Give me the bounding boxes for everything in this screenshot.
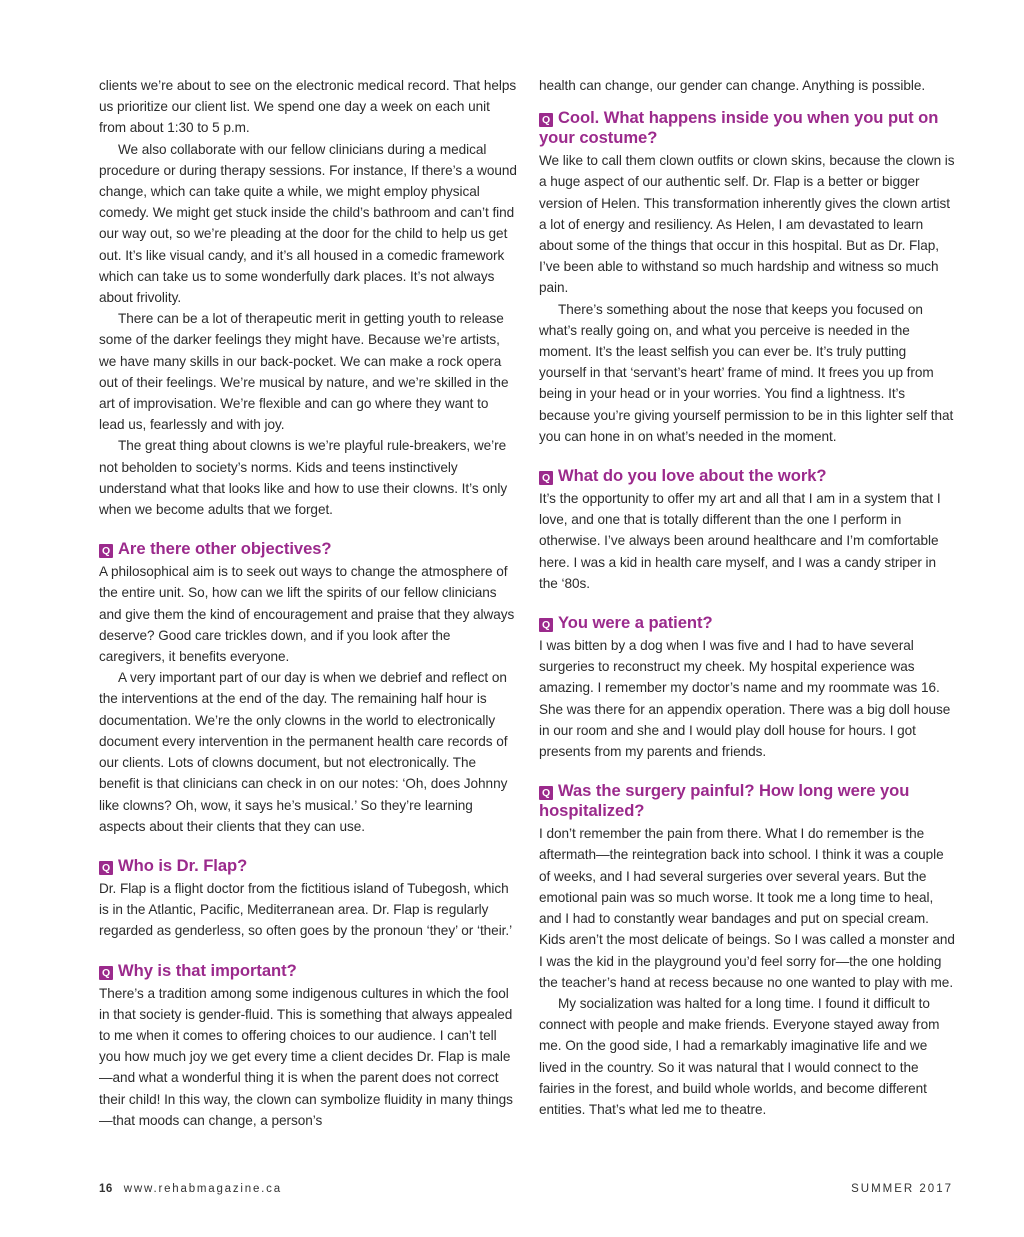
page-footer bbox=[99, 1183, 953, 1195]
answer-paragraph: There’s something about the nose that keeps you focused on what’s really going on, and what you perceive is needed in the moment. It’s the least selfish you can ever be. It’s truly putting yourself in that ‘servant’s heart’ frame of mind. It frees you up from being in your head or in your worries. You find a lightness. It’s because you’re giving yourself permission to be in this lighter self that you can hone in on what’s needed in the moment. bbox=[539, 301, 954, 444]
left-column bbox=[99, 75, 517, 1131]
body-paragraph: The great thing about clowns is we’re playful rule-breakers, we’re not beholden to society’s norms. Kids and teens instinctively understand what that looks like and how to use their clowns. It’s only when we become adults that we forget. bbox=[99, 438, 508, 518]
answer-paragraph: It’s the opportunity to offer my art and all that I am in a system that I love, and one that is totally different than the one I perform in otherwise. I’ve always been around healthcare and I’m comfortable here. I was a kid in health care myself, and I was a candy striper in the ‘80s. bbox=[539, 491, 941, 591]
question-marker-icon: Q bbox=[539, 113, 553, 127]
question-heading bbox=[99, 856, 517, 876]
right-column bbox=[539, 75, 957, 1120]
answer-paragraph: I was bitten by a dog when I was five and I had to have several surgeries to reconstruct my cheek. My hospital experience was amazing. I remember my doctor’s name and my roommate was 16. She was there for an appendix operation. There was a big doll house in our room and she and I would play doll house for hours. I got presents from my parents and friends. bbox=[539, 638, 951, 760]
question-heading bbox=[539, 781, 957, 821]
question-marker-icon: Q bbox=[99, 966, 113, 980]
question-text: Was the surgery painful? How long were you hospitalized? bbox=[539, 781, 910, 821]
question-heading bbox=[539, 108, 957, 148]
question-marker-icon: Q bbox=[539, 471, 553, 485]
answer-paragraph: I don’t remember the pain from there. What I do remember is the aftermath—the reintegration back into school. I think it was a couple of weeks, and I had several surgeries over several years. But the emotional pain was so much worse. It took me a long time to heal, and I had to constantly wear bandages and put on special cream. Kids aren’t the most delicate of beings. So I was called a monster and I was the kid in the playground you’d feel sorry for—the one holding the teacher’s hand at recess because no one wanted to play with me. bbox=[539, 826, 955, 990]
page-number: 16 bbox=[99, 1183, 113, 1195]
answer-paragraph: There’s a tradition among some indigenous cultures in which the fool in that society is gender-fluid. This is something that always appealed to me when it comes to offering choices to our audience. I can’t tell you how much joy we get every time a client decides Dr. Flap is male—and what a wonderful thing it is when the parent does not correct their child! In this way, the clown can symbolize fluidity in many things—that moods can change, a person’s bbox=[99, 985, 513, 1128]
question-text: Who is Dr. Flap? bbox=[118, 855, 248, 875]
question-text: You were a patient? bbox=[558, 613, 713, 633]
question-text: What do you love about the work? bbox=[558, 466, 827, 486]
body-paragraph: There can be a lot of therapeutic merit in getting youth to release some of the darker feelings they might have. Because we’re artists, we have many skills in our back-pocket. We can make a rock opera out of their feelings. We’re musical by nature, and we’re skilled in the art of improvisation. We’re flexible and can go where they want to lead us, fearlessly and with joy. bbox=[99, 311, 509, 433]
question-heading bbox=[99, 539, 517, 559]
answer-paragraph: A philosophical aim is to seek out ways to change the atmosphere of the entire unit. So, how can we lift the spirits of our fellow clinicians and give them the kind of encouragement and praise that they always deserve? Good care trickles down, and if you look after the caregivers, it benefits everyone. bbox=[99, 564, 515, 665]
question-text: Why is that important? bbox=[118, 960, 297, 980]
website-link[interactable]: www.rehabmagazine.ca bbox=[123, 1183, 282, 1195]
question-marker-icon: Q bbox=[99, 544, 113, 558]
answer-paragraph: We like to call them clown outfits or clown skins, because the clown is a huge aspect of our authentic self. Dr. Flap is a better or bigger version of Helen. This transformation inherently gives the clown artist a lot of energy and resiliency. As Helen, I am devastated to learn about some of the things that occur in this hospital. But as Dr. Flap, I’ve been able to withstand so much hardship and witness so much pain. bbox=[539, 153, 955, 296]
answer-paragraph: A very important part of our day is when we debrief and reflect on the interventions at the end of the day. The remaining half hour is documentation. We’re the only clowns in the world to electronically document every intervention in the permanent health care records of our clients. Lots of clowns document, but not electronically. The benefit is that clinicians can check in on our notes: ‘Oh, does Johnny like clowns? Oh, wow, it says he’s musical.’ So they’re learning aspects about their clients that they can use. bbox=[99, 670, 508, 834]
question-marker-icon: Q bbox=[99, 861, 113, 875]
body-paragraph: We also collaborate with our fellow clinicians during a medical procedure or during therapy sessions. For instance, If there’s a wound change, which can take quite a while, we might employ physical comedy. We might get stuck inside the child’s bathroom and can’t find our way out, so we’re pleading at the door for the child to help us get out. It’s like visual candy, and it’s all housed in a comedic framework which can take us to some wonderfully dark places. It’s not always about frivolity. bbox=[99, 141, 517, 306]
question-marker-icon: Q bbox=[539, 618, 553, 632]
issue-label: SUMMER 2017 bbox=[851, 1183, 953, 1195]
body-paragraph: clients we’re about to see on the electronic medical record. That helps us prioritize our client list. We spend one day a week on each unit from about 1:30 to 5 p.m. bbox=[99, 78, 517, 136]
answer-paragraph: My socialization was halted for a long time. I found it difficult to connect with people and make friends. Everyone stayed away from me. On the good side, I had a remarkably imaginative life and we lived in the country. So it was natural that I would connect to the fairies in the forest, and build whole worlds, and become different entities. That’s what led me to theatre. bbox=[539, 995, 940, 1117]
question-text: Cool. What happens inside you when you put on your costume? bbox=[539, 108, 939, 148]
body-paragraph: health can change, our gender can change. Anything is possible. bbox=[539, 78, 926, 93]
question-marker-icon: Q bbox=[539, 786, 553, 800]
answer-paragraph: Dr. Flap is a flight doctor from the fictitious island of Tubegosh, which is in the Atlantic, Pacific, Mediterranean area. Dr. Flap is regularly regarded as genderless, so often goes by the pronoun ‘they’ or ‘their.’ bbox=[99, 880, 513, 939]
question-heading bbox=[539, 613, 957, 633]
question-heading bbox=[99, 961, 517, 981]
question-text: Are there other objectives? bbox=[118, 539, 332, 559]
question-heading bbox=[539, 466, 957, 486]
